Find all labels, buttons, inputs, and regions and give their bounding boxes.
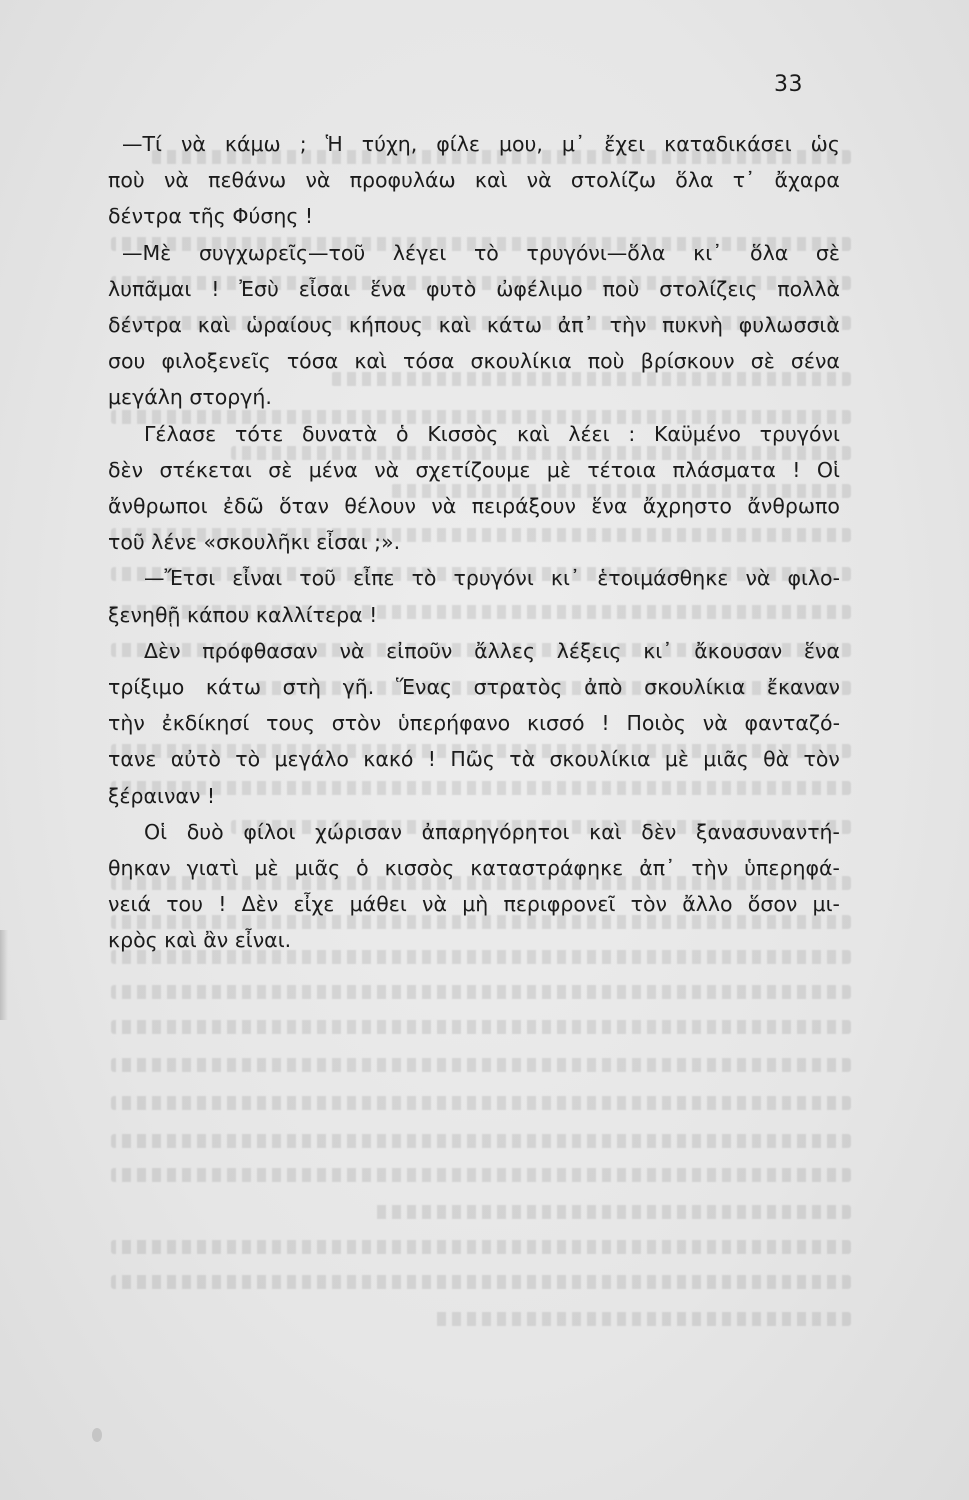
text-line: Οἱ δυὸ φίλοι χώρισαν ἀπαρηγόρητοι καὶ δὲν ξανασυναντή-: [144, 819, 840, 844]
text-line: Γέλασε τότε δυνατὰ ὁ Κισσὸς καὶ λέει : Καϋμένο τρυγόνι: [144, 421, 840, 446]
text-line: ποὺ νὰ πεθάνω νὰ προφυλάω καὶ νὰ στολίζω ὅλα τ᾽ ἄχαρα: [108, 168, 840, 193]
text-line: —Μὲ συγχωρεῖς—τοῦ λέγει τὸ τρυγόνι—ὅλα κι᾽ ὅλα σὲ: [122, 240, 840, 265]
text-line: νειά του ! Δὲν εἶχε μάθει νὰ μὴ περιφρονεῖ τὸν ἄλλο ὅσον μι-: [108, 892, 840, 917]
paper-speck: [92, 1428, 102, 1442]
text-line: τρίξιμο κάτω στὴ γῆ. Ἕνας στρατὸς ἀπὸ σκουλίκια ἔκαναν: [108, 675, 840, 700]
text-line: τὴν ἐκδίκησί τους στὸν ὑπερήφανο κισσό ! Ποιὸς νὰ φανταζό-: [108, 711, 840, 736]
text-line: ἄνθρωποι ἐδῶ ὅταν θέλουν νὰ πειράξουν ἕνα ἄχρηστο ἄνθρωπο: [108, 494, 840, 519]
text-line: θηκαν γιατὶ μὲ μιᾶς ὁ κισσὸς καταστράφηκε ἀπ᾽ τὴν ὑπερηφά-: [108, 856, 840, 881]
text-line: δὲν στέκεται σὲ μένα νὰ σχετίζουμε μὲ τέτοια πλάσματα ! Οἱ: [108, 457, 840, 482]
text-line: κρὸς καὶ ἂν εἶναι.: [108, 928, 292, 953]
text-line: λυπᾶμαι ! Ἐσὺ εἶσαι ἕνα φυτὸ ὠφέλιμο ποὺ στολίζεις πολλὰ: [108, 276, 840, 301]
text-line: μεγάλη στοργή.: [108, 385, 272, 410]
text-line: σου φιλοξενεῖς τόσα καὶ τόσα σκουλίκια ποὺ βρίσκουν σὲ σένα: [108, 349, 840, 374]
body-text: [108, 126, 840, 959]
text-line: τανε αὐτὸ τὸ μεγάλο κακό ! Πῶς τὰ σκουλίκια μὲ μιᾶς θὰ τὸν: [108, 747, 840, 772]
text-line: Δὲν πρόφθασαν νὰ εἰποῦν ἄλλες λέξεις κι᾽ ἄκουσαν ἕνα: [144, 638, 840, 663]
text-line: —Ἔτσι εἶναι τοῦ εἶπε τὸ τρυγόνι κι᾽ ἑτοιμάσθηκε νὰ φιλο-: [144, 566, 840, 591]
page-number: 33: [774, 72, 803, 97]
text-line: ξέραιναν !: [108, 783, 216, 808]
scan-edge-shadow: [0, 930, 8, 1020]
text-line: δέντρα τῆς Φύσης !: [108, 204, 314, 229]
text-line: —Τί νὰ κάμω ; Ἡ τύχη, φίλε μου, μ᾽ ἔχει καταδικάσει ὡς: [122, 132, 840, 156]
text-line: δέντρα καὶ ὡραίους κήπους καὶ κάτω ἀπ᾽ τὴν πυκνὴ φυλωσσιὰ: [108, 313, 840, 338]
text-line: τοῦ λένε «σκουλῆκι εἶσαι ;».: [108, 530, 401, 555]
text-line: ξενηθῇ κάπου καλλίτερα !: [108, 602, 378, 627]
